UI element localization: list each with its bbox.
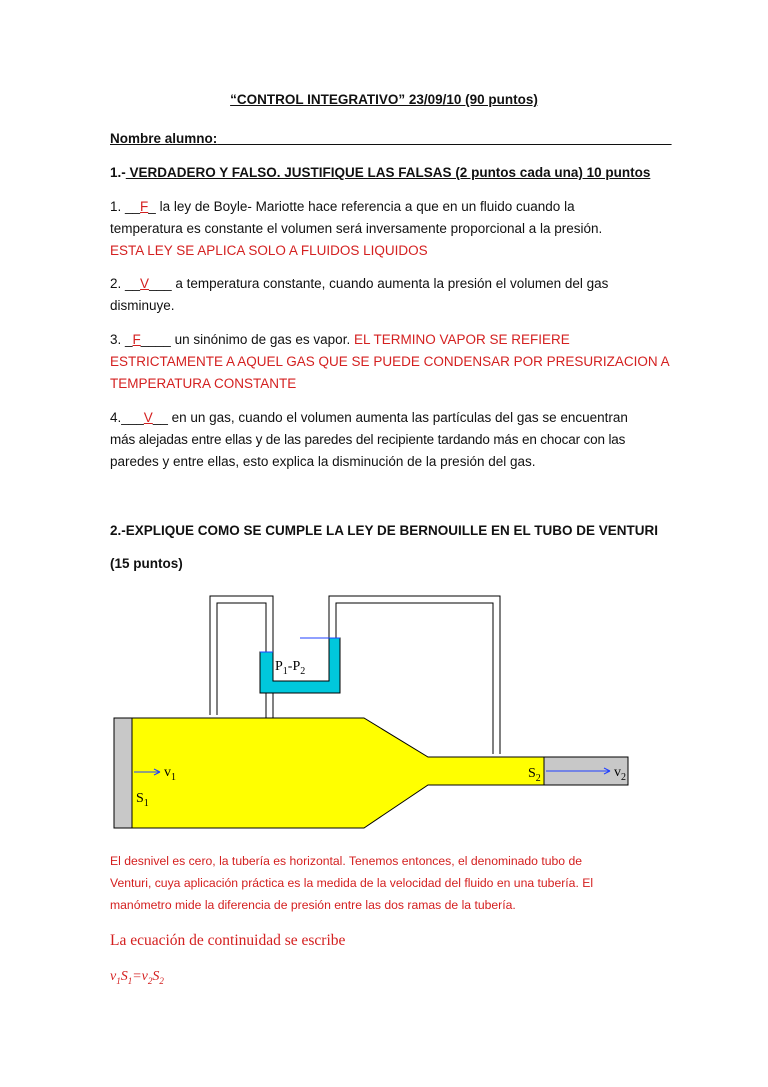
item-text: a temperatura constante, cuando aumenta la presión el volumen del gas <box>171 276 609 291</box>
answer-mark: V <box>140 276 150 291</box>
item-text: en un gas, cuando el volumen aumenta las partículas del gas se encuentran <box>167 410 628 425</box>
justification-text: ESTRICTAMENTE A AQUEL GAS QUE SE PUEDE CONDENSAR POR PRESURIZACION A <box>110 354 670 369</box>
answer-blank: __ <box>125 276 141 291</box>
item-number: 1. <box>110 199 126 214</box>
item-text: temperatura es constante el volumen será inversamente proporcional a la presión. <box>110 221 603 236</box>
document-title: “CONTROL INTEGRATIVO” 23/09/10 (90 puntos) <box>230 92 538 107</box>
answer-mark: V <box>143 410 153 425</box>
venturi-answer <box>110 850 670 916</box>
student-name-label: Nombre alumno: <box>110 131 218 146</box>
answer-blank: _ <box>148 199 156 214</box>
justification-text: EL TERMINO VAPOR SE REFIERE <box>353 332 570 347</box>
section2-points: (15 puntos) <box>110 556 183 571</box>
item-number: 4. <box>110 410 122 425</box>
venturi-diagram <box>110 590 630 835</box>
item-text: disminuye. <box>110 298 175 313</box>
answer-blank: __ <box>125 199 141 214</box>
section1-heading-text: VERDADERO Y FALSO. JUSTIFIQUE LAS FALSAS (2 puntos cada una) 10 puntos <box>125 165 651 180</box>
justification-text: ESTA LEY SE APLICA SOLO A FLUIDOS LIQUIDOS <box>110 243 428 258</box>
item-text: más alejadas entre ellas y de las paredes del recipiente tardando más en chocar con las <box>110 432 626 447</box>
continuity-label: La ecuación de continuidad se escribe <box>110 932 346 949</box>
continuity-equation: $v_1S_1=v_2S_2$ <box>110 969 164 986</box>
section1-heading <box>110 162 670 184</box>
v1-label: $v_1$ <box>164 765 176 783</box>
pressure-diff-label: $P_1-P_2$ <box>275 659 306 677</box>
manometer-gauge <box>260 638 340 693</box>
section2-heading: 2.-EXPLIQUE COMO SE CUMPLE LA LEY DE BERNOUILLE EN EL TUBO DE VENTURI <box>110 523 659 538</box>
v2-label: $v_2$ <box>614 765 626 783</box>
student-name-line <box>110 128 670 150</box>
tf-item-4 <box>110 407 670 473</box>
item-text: la ley de Boyle- Mariotte hace referencia a que en un fluido cuando la <box>155 199 575 214</box>
student-name-blank: _______________________________________________________________ <box>217 131 672 146</box>
answer-blank: ____ <box>140 332 171 347</box>
answer-blank: ___ <box>149 276 172 291</box>
answer-line: manómetro mide la diferencia de presión entre las dos ramas de la tubería. <box>110 898 516 912</box>
item-text: paredes y entre ellas, esto explica la disminución de la presión del gas. <box>110 454 536 469</box>
answer-blank: ___ <box>121 410 144 425</box>
tf-item-1 <box>110 196 670 262</box>
answer-blank: __ <box>152 410 168 425</box>
item-number: 2. <box>110 276 126 291</box>
justification-text: TEMPERATURA CONSTANTE <box>110 376 297 391</box>
item-text: un sinónimo de gas es vapor. <box>170 332 354 347</box>
item-number: 3. <box>110 332 126 347</box>
piston-left <box>114 718 132 828</box>
s1-label: $S_1$ <box>136 791 149 809</box>
tf-item-3 <box>110 329 670 395</box>
answer-mark: F <box>132 332 141 347</box>
section1-number: 1.- <box>110 165 126 180</box>
answer-blank: _ <box>125 332 133 347</box>
tf-item-2 <box>110 273 670 317</box>
answer-line: El desnivel es cero, la tubería es horizontal. Tenemos entonces, el denominado tubo de <box>110 854 582 868</box>
s2-label: $S_2$ <box>528 766 541 784</box>
answer-line: Venturi, cuya aplicación práctica es la medida de la velocidad del fluido en una tubería. El <box>110 876 594 890</box>
venturi-fluid <box>132 718 544 828</box>
answer-mark: F <box>140 199 149 214</box>
